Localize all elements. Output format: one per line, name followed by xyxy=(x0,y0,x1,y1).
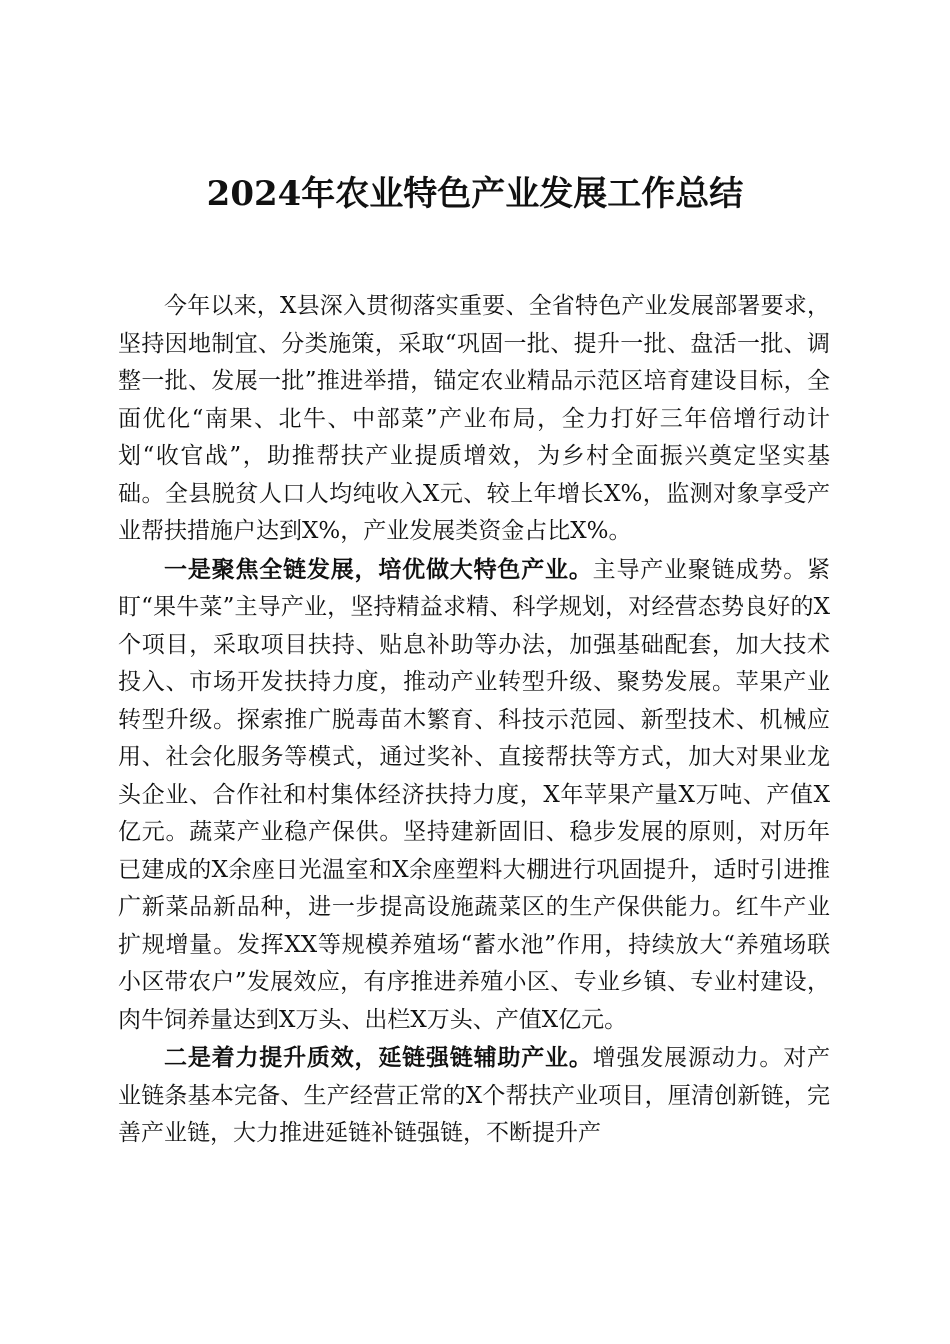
section-heading: 一是聚焦全链发展，培优做大特色产业。 xyxy=(164,555,593,583)
paragraph-intro xyxy=(118,288,830,551)
paragraph-section-2 xyxy=(118,1039,830,1153)
section-heading: 二是着力提升质效，延链强链辅助产业。 xyxy=(164,1044,593,1071)
paragraph-text: 主导产业聚链成势。紧盯“果牛菜”主导产业，坚持精益求精、科学规划，对经营态势良好的X个项目，采取项目扶持、贴息补助等办法，加强基础配套，加大技术投入、市场开发扶持力度，推动产业转型升级、聚势发展。苹果产业转型升级。探索推广脱毒苗木繁育、科技示范园、新型技术、机械应用、社会化服务等模式，通过奖补、直接帮扶等方式，加大对果业龙头企业、合作社和村集体经济扶持力度，X年苹果产量X万吨、产值X亿元。蔬菜产业稳产保供。坚持建新固旧、稳步发展的原则，对历年已建成的X余座日光温室和X余座塑料大棚进行巩固提升，适时引进推广新菜品新品种，进一步提高设施蔬菜区的生产保供能力。红牛产业扩规增量。发挥XX等规模养殖场“蓄水池”作用，持续放大“养殖场联小区带农户”发展效应，有序推进养殖小区、专业乡镇、专业村建设，肉牛饲养量达到X万头、出栏X万头、产值X亿元。 xyxy=(118,556,831,1033)
page-title: 2024年农业特色产业发展工作总结 xyxy=(206,174,744,214)
paragraph-text: 今年以来，X县深入贯彻落实重要、全省特色产业发展部署要求，坚持因地制宜、分类施策，采取“巩固一批、提升一批、盘活一批、调整一批、发展一批”推进举措，锚定农业精品示范区培育建设目标，全面优化“南果、北牛、中部菜”产业布局，全力打好三年倍增行动计划“收官战”，助推帮扶产业提质增效，为乡村全面振兴奠定坚实基础。全县脱贫人口人均纯收入X元、较上年增长X%，监测对象享受产业帮扶措施户达到X%，产业发展类资金占比X%。 xyxy=(118,293,830,544)
paragraph-section-1 xyxy=(118,551,830,1040)
document-body xyxy=(118,288,830,1153)
paragraph-text: 增强发展源动力。对产业链条基本完备、生产经营正常的X个帮扶产业项目，厘清创新链，完善产业链，大力推进延链补链强链，不断提升产 xyxy=(118,1045,831,1146)
